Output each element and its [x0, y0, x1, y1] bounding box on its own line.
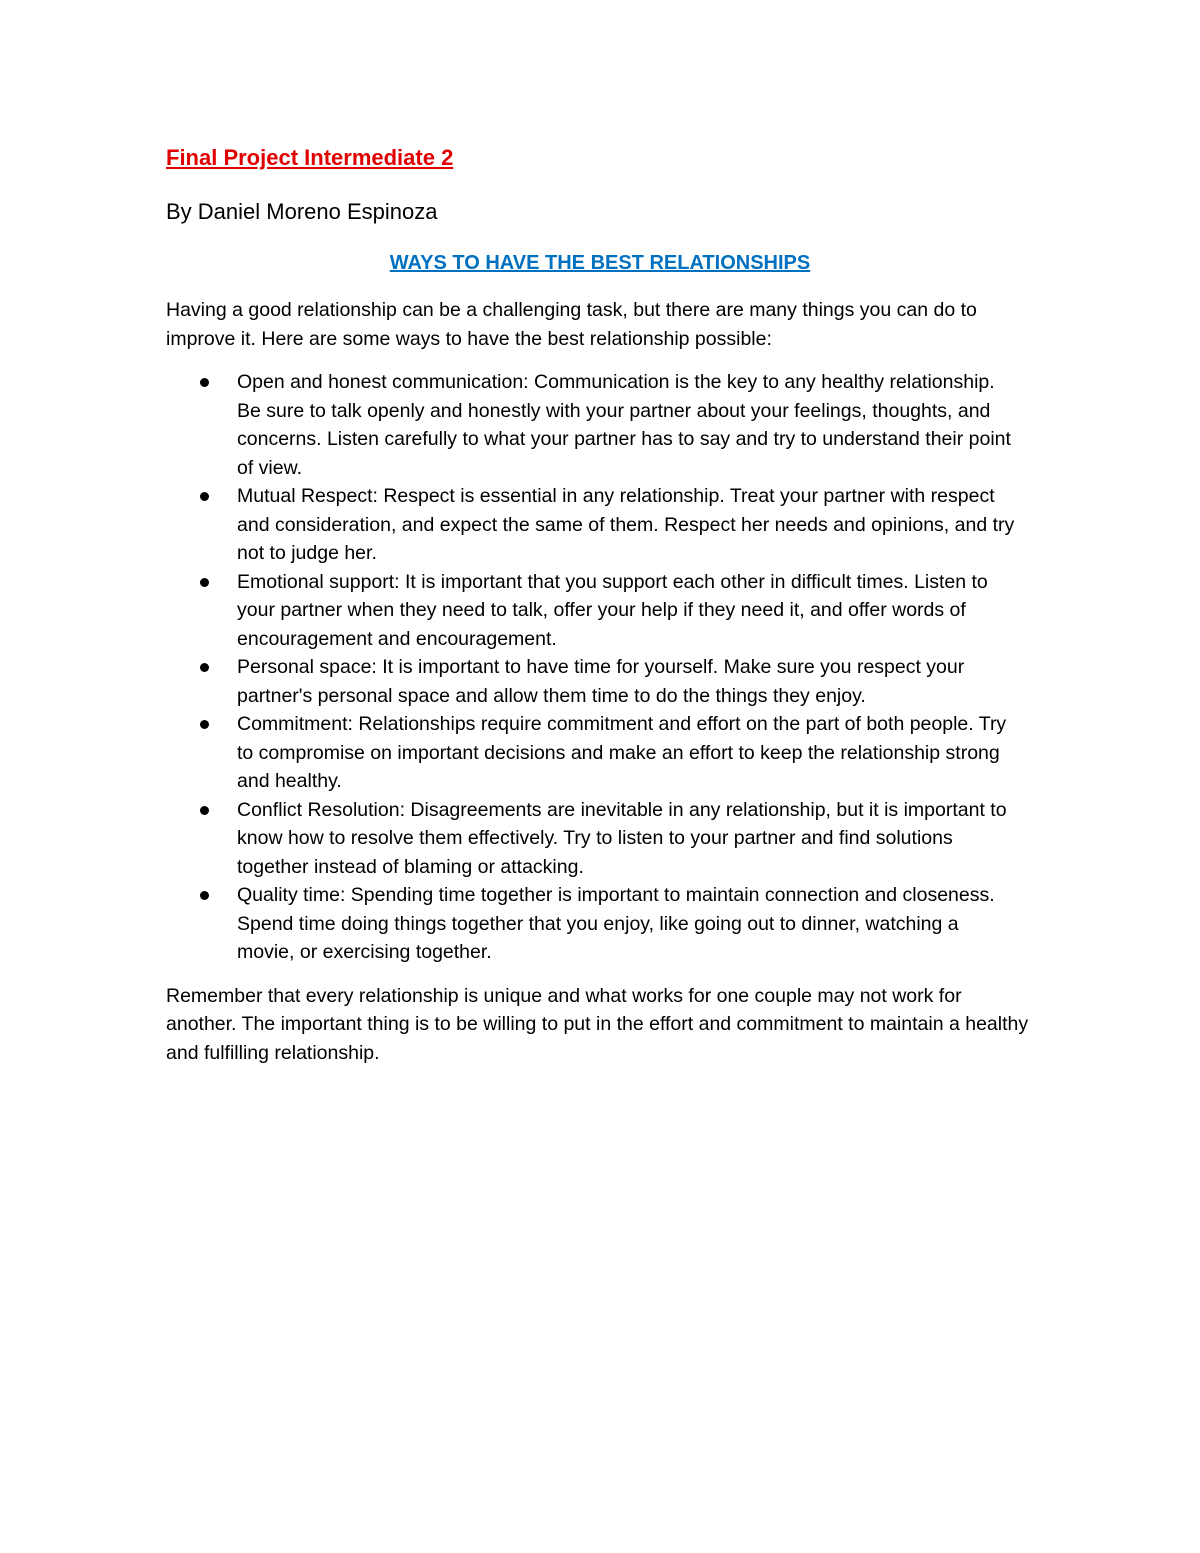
document-title: Final Project Intermediate 2: [166, 145, 454, 170]
list-item: [166, 710, 1017, 796]
bullet-icon: [200, 578, 209, 587]
section-heading: WAYS TO HAVE THE BEST RELATIONSHIPS: [389, 252, 811, 274]
list-item-text: Quality time: Spending time together is important to maintain connection and closeness. Spend time doing things together that you enjoy, like going out to dinner, watching a movie, or exercising together.: [237, 884, 995, 963]
document-author: By Daniel Moreno Espinoza: [166, 199, 438, 224]
list-item-text: Mutual Respect: Respect is essential in any relationship. Treat your partner with respect and consideration, and expect the same of them. Respect her needs and opinions, and try not to judge her.: [237, 485, 1015, 564]
list-item: [166, 482, 1017, 568]
intro-paragraph: Having a good relationship can be a challenging task, but there are many things you can do to improve it. Here are some ways to have the best relationship possible:: [166, 299, 977, 350]
bullet-icon: [200, 891, 209, 900]
bullet-icon: [200, 492, 209, 501]
list-item-text: Conflict Resolution: Disagreements are inevitable in any relationship, but it is important to know how to resolve them effectively. Try to listen to your partner and find solutions together instead of blaming or attacking.: [237, 798, 1007, 878]
list-item-text: Commitment: Relationships require commitment and effort on the part of both people. Try to compromise on important decisions and make an effort to keep the relationship strong and healthy.: [237, 713, 1007, 792]
closing-paragraph: Remember that every relationship is unique and what works for one couple may not work for another. The important thing is to be willing to put in the effort and commitment to maintain a healthy and fulfilling relationship.: [166, 984, 1029, 1064]
list-item-text: Personal space: It is important to have time for yourself. Make sure you respect your partner's personal space and allow them time to do the things they enjoy.: [237, 656, 965, 707]
list-item: [166, 881, 1017, 967]
document-body: [166, 140, 1036, 1067]
list-item-text: Emotional support: It is important that you support each other in difficult times. Listen to your partner when they need to talk, offer your help if they need it, and offer words of encouragement and encouragement.: [237, 570, 988, 650]
bullet-icon: [200, 378, 209, 387]
bullet-icon: [200, 720, 209, 729]
list-item: [166, 653, 1017, 710]
list-item: [166, 368, 1017, 482]
tips-list: [166, 368, 1036, 967]
list-item: [166, 796, 1017, 882]
list-item: [166, 568, 1017, 654]
bullet-icon: [200, 663, 209, 672]
bullet-icon: [200, 806, 209, 815]
list-item-text: Open and honest communication: Communication is the key to any healthy relationship. Be sure to talk openly and honestly with your partner about your feelings, thoughts, and concerns. Listen carefully to what your partner has to say and try to understand their point of view.: [237, 371, 1011, 479]
